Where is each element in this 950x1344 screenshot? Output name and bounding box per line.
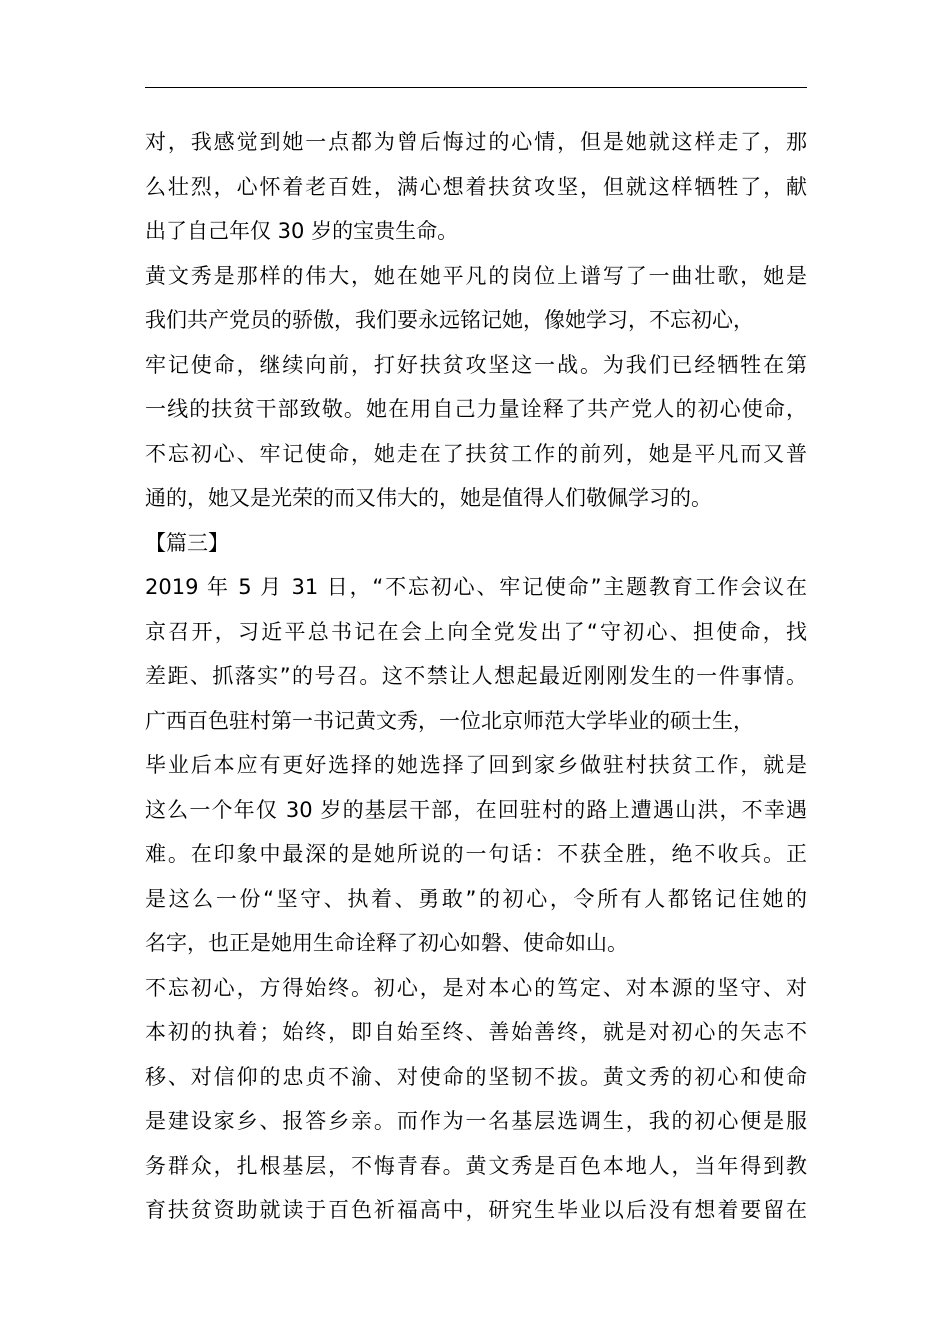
text-line-16: 这么一个年仅 30 岁的基层干部，在回驻村的路上遭遇山洪，不幸遇 bbox=[145, 797, 807, 822]
text-line-9: 通的，她又是光荣的而又伟大的，她是值得人们敬佩学习的。 bbox=[145, 486, 712, 510]
text-line-21: 本初的执着；始终，即自始至终、善始善终，就是对初心的矢志不 bbox=[145, 1020, 807, 1044]
text-line-24: 务群众，扎根基层，不悔青春。黄文秀是百色本地人，当年得到教 bbox=[145, 1153, 807, 1178]
text-line-7: 一线的扶贫干部致敬。她在用自己力量诠释了共产党人的初心使命， bbox=[145, 397, 807, 421]
text-line-13: 差距、抓落实”的号召。这不禁让人想起最近刚刚发生的一件事情。 bbox=[145, 664, 807, 688]
text-line-22: 移、对信仰的忠贞不渝、对使命的坚韧不拔。黄文秀的初心和使命 bbox=[145, 1064, 807, 1089]
text-line-2: 么壮烈，心怀着老百姓，满心想着扶贫攻坚，但就这样牺牲了，献 bbox=[145, 174, 807, 199]
header-rule bbox=[145, 87, 807, 88]
text-line-5: 我们共产党员的骄傲，我们要永远铭记她，像她学习，不忘初心， bbox=[145, 308, 754, 332]
text-line-17: 难。在印象中最深的是她所说的一句话：不获全胜，绝不收兵。正 bbox=[145, 842, 807, 866]
text-line-18: 是这么一份“坚守、执着、勇敢”的初心，令所有人都铭记住她的 bbox=[145, 886, 807, 911]
text-line-4: 黄文秀是那样的伟大，她在她平凡的岗位上谱写了一曲壮歌，她是 bbox=[145, 263, 807, 288]
text-line-23: 是建设家乡、报答乡亲。而作为一名基层选调生，我的初心便是服 bbox=[145, 1109, 807, 1133]
text-line-12: 京召开，习近平总书记在会上向全党发出了“守初心、担使命，找 bbox=[145, 619, 807, 644]
text-line-3: 出了自己年仅 30 岁的宝贵生命。 bbox=[145, 219, 459, 243]
text-line-14: 广西百色驻村第一书记黄文秀，一位北京师范大学毕业的硕士生， bbox=[145, 708, 754, 733]
document-body bbox=[145, 120, 807, 1233]
text-line-8: 不忘初心、牢记使命，她走在了扶贫工作的前列，她是平凡而又普 bbox=[145, 441, 807, 466]
text-line-25: 育扶贫资助就读于百色祈福高中，研究生毕业以后没有想着要留在 bbox=[145, 1198, 807, 1222]
text-line-11: 2019 年 5 月 31 日，“不忘初心、牢记使命”主题教育工作会议在 bbox=[145, 575, 807, 599]
text-line-19: 名字，也正是她用生命诠释了初心如磐、使命如山。 bbox=[145, 931, 628, 955]
text-line-20: 不忘初心，方得始终。初心，是对本心的笃定、对本源的坚守、对 bbox=[145, 975, 807, 1000]
section-heading: 【篇三】 bbox=[145, 530, 229, 555]
text-line-15: 毕业后本应有更好选择的她选择了回到家乡做驻村扶贫工作，就是 bbox=[145, 753, 807, 777]
text-line-6: 牢记使命，继续向前，打好扶贫攻坚这一战。为我们已经牺牲在第 bbox=[145, 352, 807, 377]
text-line-1: 对，我感觉到她一点都为曾后悔过的心情，但是她就这样走了，那 bbox=[145, 130, 807, 154]
